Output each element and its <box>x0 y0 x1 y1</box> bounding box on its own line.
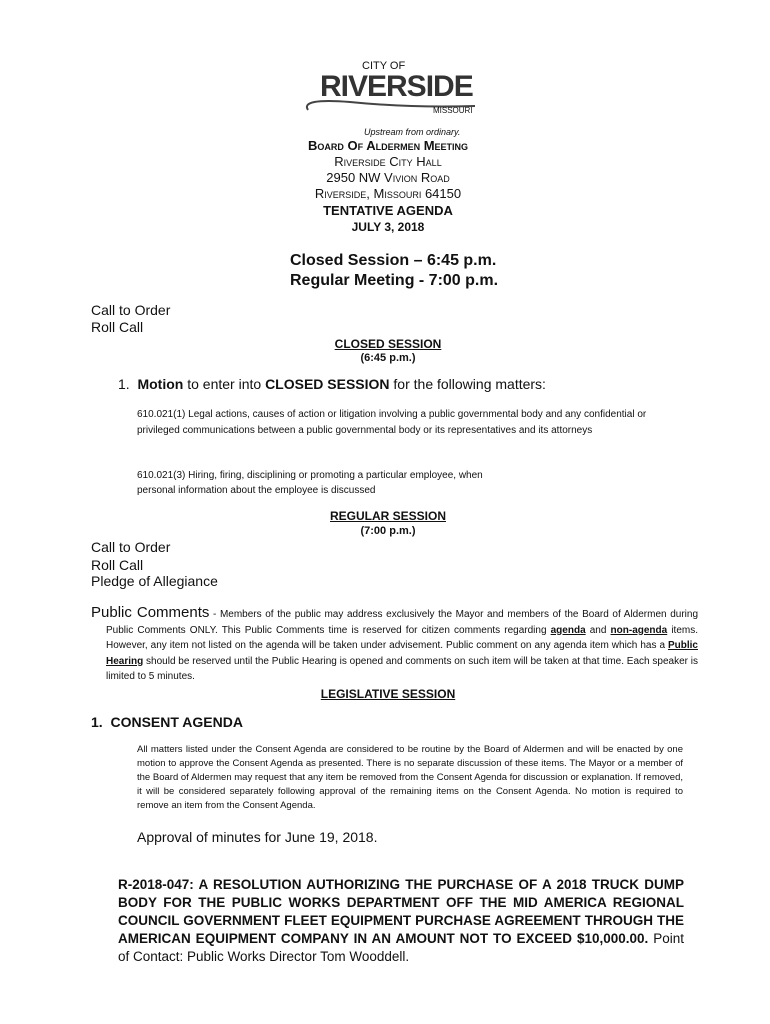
logo-state: MISSOURI <box>433 106 473 115</box>
closed-motion <box>118 376 546 392</box>
public-comments-label: Public Comments <box>91 604 210 621</box>
consent-agenda-heading <box>91 714 243 730</box>
motion-text: to enter into <box>183 376 266 392</box>
public-text-1: Members of the public may address exclusively the Mayor and members of the Board of Aldermen during Public Comments ONLY. This Public Comments time is reserved for citizen comments regarding <box>106 609 699 636</box>
call-to-order: Call to Order <box>91 302 171 318</box>
closed-session-time: Closed Session – 6:45 p.m. <box>290 252 497 269</box>
item-number: 1. <box>91 714 103 730</box>
public-hearing-term: Public Hearing <box>106 640 698 667</box>
city-logo <box>290 58 490 128</box>
pledge-of-allegiance: Pledge of Allegiance <box>91 573 218 589</box>
city-state: Riverside, Missouri 64150 <box>314 186 462 201</box>
closed-session-subtime: (6:45 p.m.) <box>360 352 416 364</box>
public-text-3: should be reserved until the Public Hearing is opened and comments on such item will be taken at that time. Each speaker is limited to 5 minutes. <box>106 655 698 682</box>
public-comments <box>91 605 698 685</box>
and-text: and <box>585 624 611 636</box>
closed-session-heading: CLOSED SESSION <box>334 337 442 351</box>
venue: Riverside City Hall <box>334 154 442 169</box>
agenda-term: agenda <box>550 624 586 636</box>
motion-closed-label: CLOSED SESSION <box>265 376 390 392</box>
roll-call: Roll Call <box>91 319 144 335</box>
logo-name: RIVERSIDE <box>320 70 473 103</box>
logo-city-of: CITY OF <box>362 60 406 72</box>
agenda-title: TENTATIVE AGENDA <box>323 203 453 218</box>
consent-agenda-text: All matters listed under the Consent Agenda are considered to be routine by the Board of Aldermen and will be enacted by one motion to approve the Consent Agenda as presented. There is no separate discussion of these items. The Mayor or a member of the Board of Aldermen may request that any item be removed from the Consent Agenda for discussion or explanation. If removed, it will be considered separately following approval of the remaining items on the Consent Agenda. No motion is required to remove an item from the Consent Agenda. <box>137 744 683 811</box>
public-text-2: items. However, any item not listed on the agenda will be taken under advisement. Public comment on any agenda item which has a <box>106 624 698 651</box>
tagline: Upstream from ordinary. <box>364 127 461 137</box>
legislative-session-heading: LEGISLATIVE SESSION <box>320 687 456 701</box>
resolution-item <box>118 876 684 966</box>
resolution-title: R-2018-047: A RESOLUTION AUTHORIZING THE PURCHASE OF A 2018 TRUCK DUMP BODY FOR THE PUBLIC WORKS DEPARTMENT OFF THE MID AMERICA REGIONAL COUNCIL GOVERNMENT FLEET EQUIPMENT PURCHASE AGREEMENT THROUGH THE AMERICAN EQUIPMENT COMPANY IN AN AMOUNT NOT TO EXCEED $10,000.00. <box>118 877 684 946</box>
closed-item-personnel: 610.021(3) Hiring, firing, disciplining or promoting a particular employee, when <box>137 470 483 481</box>
regular-session-subtime: (7:00 p.m.) <box>360 525 416 537</box>
regular-meeting-time: Regular Meeting - 7:00 p.m. <box>290 272 499 289</box>
closed-item-legal: 610.021(1) Legal actions, causes of action or litigation involving a public governmental body and any confidential or privileged communications between a public governmental body or its representatives and its attorneys <box>137 409 647 436</box>
dash: - <box>209 609 220 620</box>
item-number: 1. <box>118 376 130 392</box>
motion-label: Motion <box>137 376 184 392</box>
consent-agenda-label: CONSENT AGENDA <box>110 714 243 730</box>
motion-text-end: for the following matters: <box>389 376 546 392</box>
meeting-date: JULY 3, 2018 <box>351 220 425 234</box>
non-agenda-term: non-agenda <box>610 624 668 636</box>
closed-item-personnel-cont: personal information about the employee is discussed <box>137 485 376 496</box>
regular-session-heading: REGULAR SESSION <box>329 509 446 523</box>
regular-roll-call: Roll Call <box>91 557 144 573</box>
regular-call-to-order: Call to Order <box>91 539 171 555</box>
address: 2950 NW Vivion Road <box>326 170 450 185</box>
board-title: Board Of Aldermen Meeting <box>307 138 469 153</box>
approval-of-minutes: Approval of minutes for June 19, 2018. <box>137 829 378 845</box>
point-of-contact: Point of Contact: Public Works Director Tom Wooddell. <box>118 931 684 964</box>
